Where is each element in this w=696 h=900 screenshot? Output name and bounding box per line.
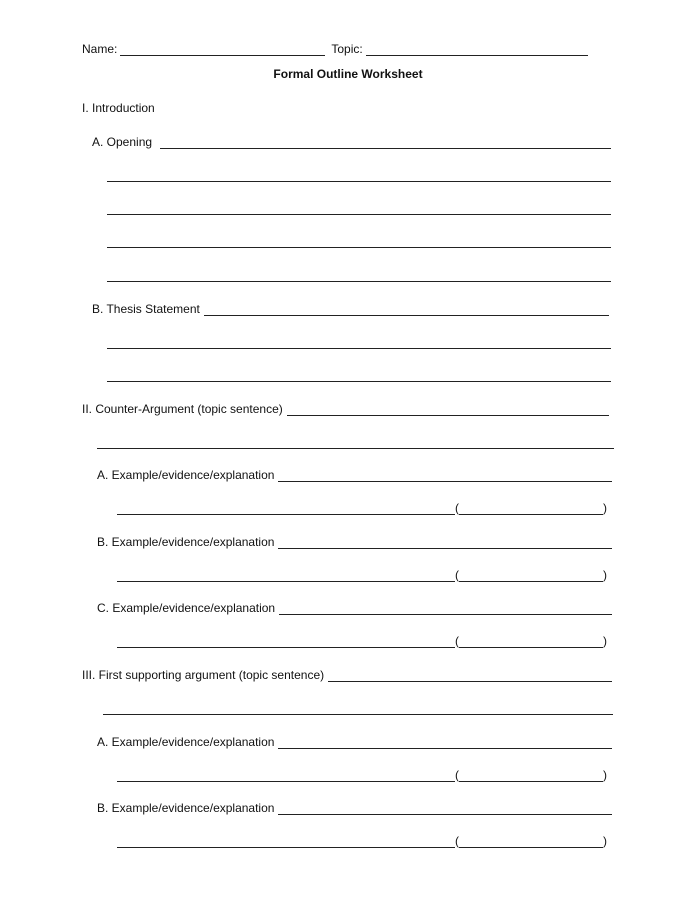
first-line-2 bbox=[103, 699, 613, 715]
topic-field[interactable] bbox=[366, 43, 588, 56]
opening-line-3 bbox=[107, 199, 611, 215]
name-label: Name: bbox=[82, 42, 118, 56]
close-paren: ) bbox=[603, 768, 607, 782]
counter-ex-c-detail-field[interactable] bbox=[117, 635, 455, 648]
opening-field-line[interactable] bbox=[107, 169, 611, 182]
thesis-label: B. Thesis Statement bbox=[92, 302, 200, 316]
counter-ex-b-cite-row bbox=[117, 566, 612, 582]
first-ex-b-citation-field[interactable] bbox=[459, 835, 603, 848]
first-ex-b-cite-row bbox=[117, 832, 612, 848]
opening-field-line[interactable] bbox=[107, 269, 611, 282]
opening-field-line[interactable] bbox=[107, 235, 611, 248]
first-ex-b-field[interactable] bbox=[278, 802, 612, 815]
first-heading-row bbox=[82, 666, 612, 682]
first-ex-a-cite-row bbox=[117, 766, 612, 782]
counter-ex-a-citation-field[interactable] bbox=[459, 502, 603, 515]
counter-ex-a-field[interactable] bbox=[278, 469, 612, 482]
counter-ex-b-citation-field[interactable] bbox=[459, 569, 603, 582]
open-paren: ( bbox=[455, 834, 459, 848]
first-topic-field-line[interactable] bbox=[103, 702, 613, 715]
name-field[interactable] bbox=[120, 43, 325, 56]
first-ex-a-citation-field[interactable] bbox=[459, 769, 603, 782]
thesis-field-line[interactable] bbox=[107, 369, 611, 382]
opening-row bbox=[92, 133, 611, 149]
counter-ex-b-label: B. Example/evidence/explanation bbox=[97, 535, 275, 549]
first-ex-a-row bbox=[97, 733, 612, 749]
page-title: Formal Outline Worksheet bbox=[273, 67, 423, 81]
topic-label: Topic: bbox=[331, 42, 363, 56]
counter-heading: II. Counter-Argument (topic sentence) bbox=[82, 402, 283, 416]
thesis-line-3 bbox=[107, 366, 611, 382]
counter-topic-field-line[interactable] bbox=[97, 436, 614, 449]
first-ex-a-field[interactable] bbox=[278, 736, 612, 749]
intro-heading: I. Introduction bbox=[82, 101, 155, 115]
counter-heading-row bbox=[82, 400, 609, 416]
first-ex-b-label: B. Example/evidence/explanation bbox=[97, 801, 275, 815]
opening-line-2 bbox=[107, 166, 611, 182]
first-ex-b-detail-field[interactable] bbox=[117, 835, 455, 848]
open-paren: ( bbox=[455, 501, 459, 515]
thesis-line-2 bbox=[107, 333, 611, 349]
opening-field[interactable] bbox=[160, 136, 611, 149]
counter-ex-a-detail-field[interactable] bbox=[117, 502, 455, 515]
counter-topic-field[interactable] bbox=[287, 403, 609, 416]
counter-ex-a-label: A. Example/evidence/explanation bbox=[97, 468, 275, 482]
counter-ex-b-detail-field[interactable] bbox=[117, 569, 455, 582]
opening-line-5 bbox=[107, 266, 611, 282]
open-paren: ( bbox=[455, 768, 459, 782]
first-ex-a-detail-field[interactable] bbox=[117, 769, 455, 782]
first-ex-a-label: A. Example/evidence/explanation bbox=[97, 735, 275, 749]
section-1-heading bbox=[82, 99, 155, 115]
counter-ex-a-row bbox=[97, 466, 612, 482]
counter-line-2 bbox=[97, 433, 614, 449]
first-topic-field[interactable] bbox=[328, 669, 612, 682]
counter-ex-c-row bbox=[97, 599, 612, 615]
counter-ex-c-field[interactable] bbox=[279, 602, 612, 615]
counter-ex-b-field[interactable] bbox=[278, 536, 612, 549]
close-paren: ) bbox=[603, 501, 607, 515]
counter-ex-a-cite-row bbox=[117, 499, 612, 515]
first-ex-b-row bbox=[97, 799, 612, 815]
open-paren: ( bbox=[455, 568, 459, 582]
first-heading: III. First supporting argument (topic sentence) bbox=[82, 668, 325, 682]
counter-ex-c-citation-field[interactable] bbox=[459, 635, 603, 648]
thesis-row bbox=[92, 300, 609, 316]
thesis-field-line[interactable] bbox=[107, 336, 611, 349]
counter-ex-b-row bbox=[97, 533, 612, 549]
opening-field-line[interactable] bbox=[107, 202, 611, 215]
opening-line-4 bbox=[107, 232, 611, 248]
close-paren: ) bbox=[603, 634, 607, 648]
counter-ex-c-label: C. Example/evidence/explanation bbox=[97, 601, 276, 615]
close-paren: ) bbox=[603, 834, 607, 848]
header-row bbox=[82, 40, 588, 56]
opening-label: A. Opening bbox=[92, 135, 153, 149]
close-paren: ) bbox=[603, 568, 607, 582]
thesis-field[interactable] bbox=[204, 303, 609, 316]
counter-ex-c-cite-row bbox=[117, 632, 612, 648]
open-paren: ( bbox=[455, 634, 459, 648]
